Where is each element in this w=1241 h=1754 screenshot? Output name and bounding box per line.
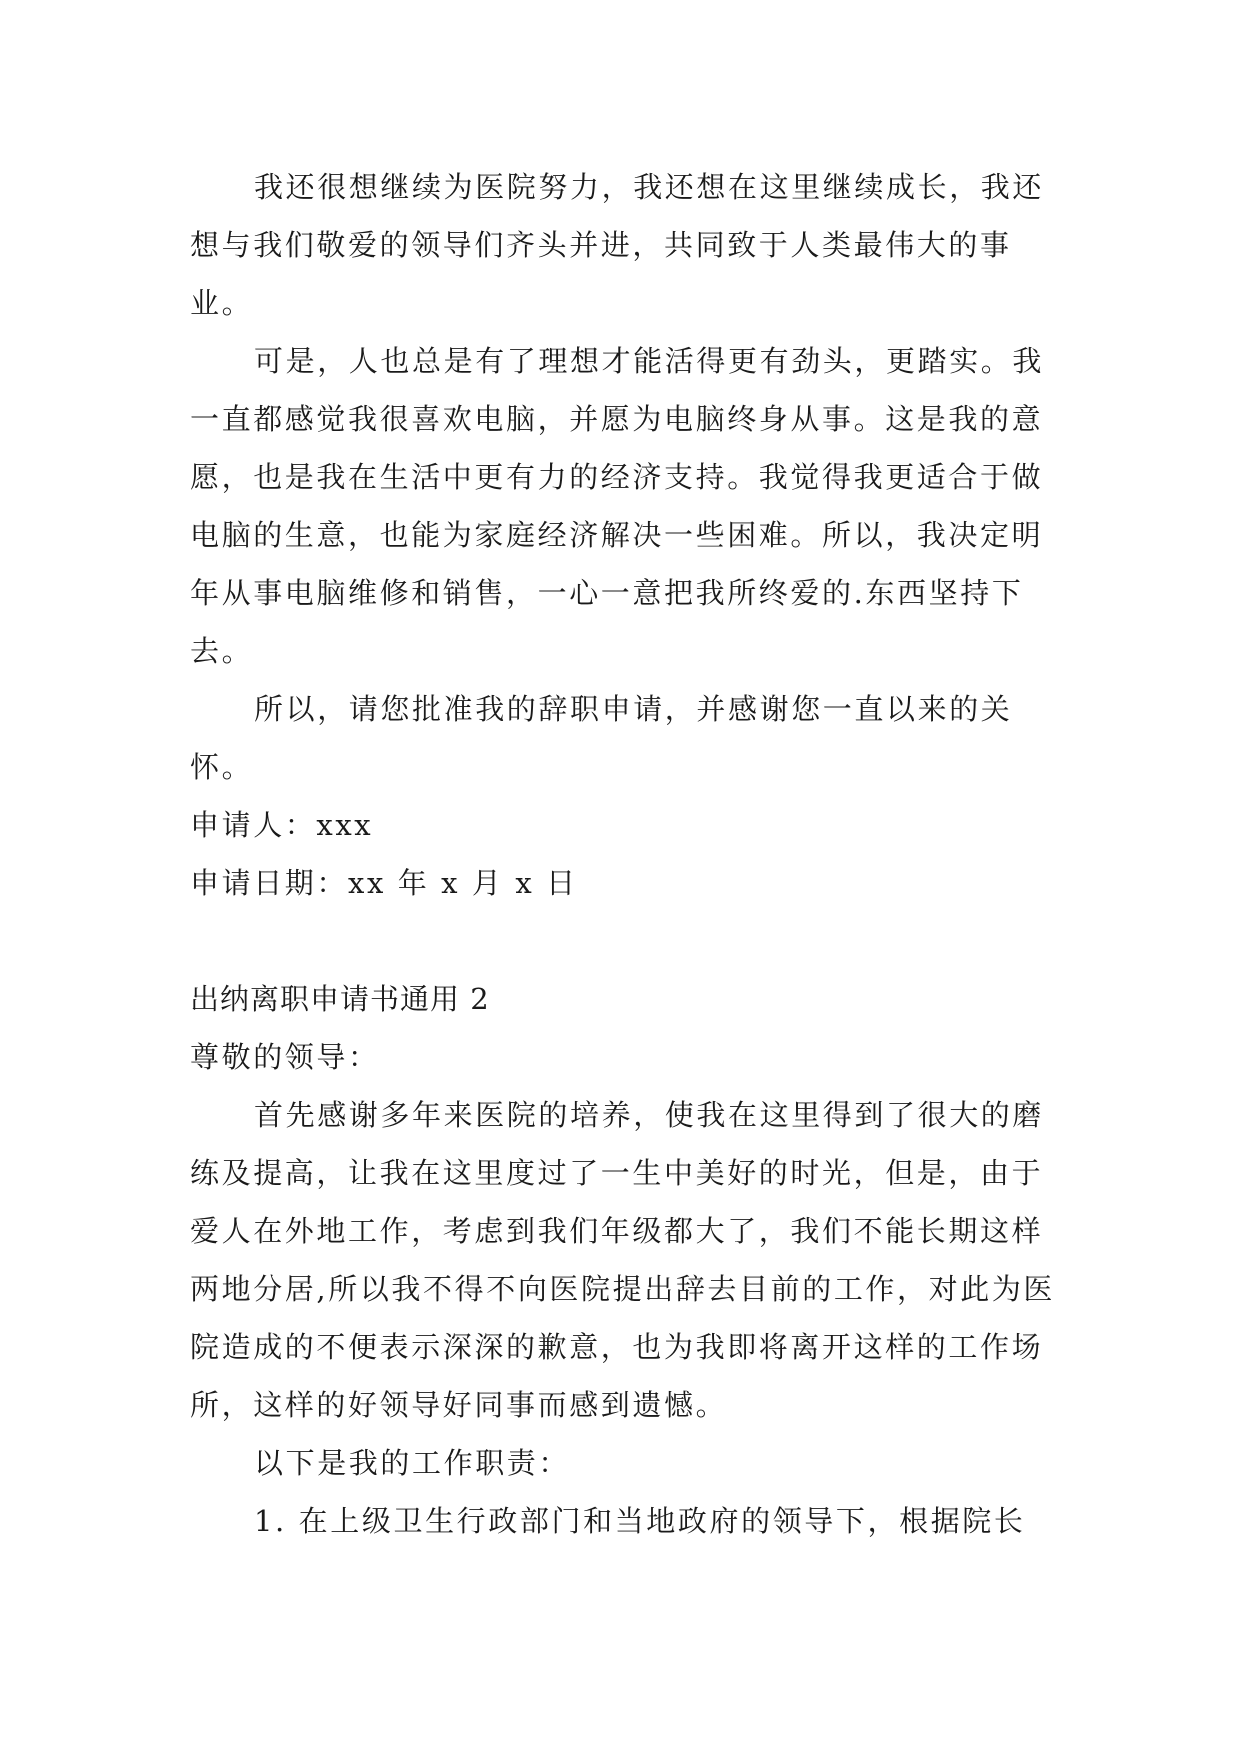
date-line: 申请日期：xx 年 x 月 x 日 — [190, 866, 578, 900]
paragraph-duty-1: 1. 在上级卫生行政部门和当地政府的领导下，根据院长 — [254, 1504, 1026, 1538]
paragraph-request: 所以，请您批准我的辞职申请，并感谢您一直以来的关怀。 — [190, 692, 1013, 784]
salutation: 尊敬的领导： — [190, 1040, 380, 1074]
applicant-line: 申请人：xxx — [190, 808, 374, 842]
paragraph-thanks: 首先感谢多年来医院的培养，使我在这里得到了很大的磨练及提高，让我在这里度过了一生中美好的时光，但是，由于爱人在外地工作，考虑到我们年级都大了，我们不能长期这样两地分居,所以我不得不向医院提出辞去目前的工作，对此为医院造成的不便表示深深的歉意，也为我即将离开这样的工作场所，这样的好领导好同事而感到遗憾。 — [190, 1098, 1056, 1422]
section-gap — [190, 912, 1070, 970]
paragraph-duties-heading: 以下是我的工作职责： — [254, 1446, 571, 1480]
document-body — [190, 158, 1070, 1550]
paragraph-ideal: 可是，人也总是有了理想才能活得更有劲头，更踏实。我一直都感觉我很喜欢电脑，并愿为电脑终身从事。这是我的意愿，也是我在生活中更有力的经济支持。我觉得我更适合于做电脑的生意，也能为家庭经济解决一些困难。所以，我决定明年从事电脑维修和销售，一心一意把我所终爱的.东西坚持下去。 — [190, 344, 1045, 668]
paragraph-hope: 我还很想继续为医院努力，我还想在这里继续成长，我还想与我们敬爱的领导们齐头并进，共同致于人类最伟大的事业。 — [190, 170, 1045, 320]
section-title: 出纳离职申请书通用 2 — [190, 982, 490, 1016]
